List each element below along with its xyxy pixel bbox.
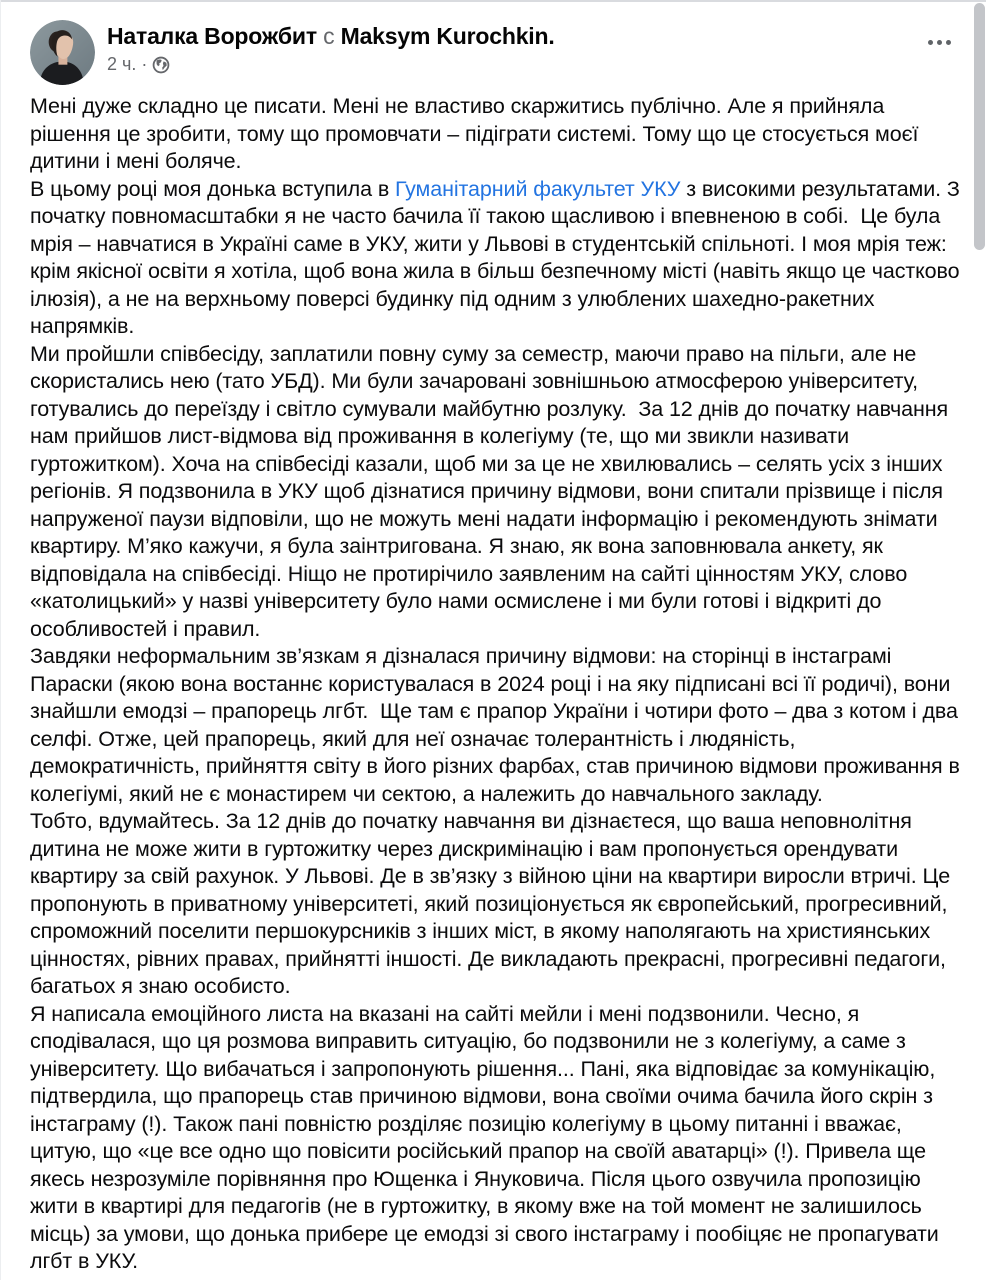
more-dot — [946, 40, 951, 45]
post-paragraph — [30, 93, 960, 176]
more-options-button[interactable] — [922, 34, 957, 51]
co-author-name[interactable]: Maksym Kurochkin — [340, 23, 549, 49]
post-author-line — [107, 22, 555, 50]
post-text: Мені дуже складно це писати. Мені не властиво скаржитись публічно. Але я прийняла рішення це зробити, тому що промовчати – підіграти системі. Тому що це стосується моєї дитини і мені боляче. — [30, 94, 925, 173]
name-suffix: . — [548, 23, 555, 49]
post-text: Завдяки неформальним зв’язкам я дізналася причину відмови: на сторінці в інстаграмі Параски (якою вона востаннє користувалася в 2024 році і на яку підписані всі її родичі), вони знайшли емодзі – прапорець лгбт. Ще там є прапор України і чотири фото – два з котом і два селфі. Отже, цей прапорець, який для неї означає толерантність і людяність, демократичність, прийняття світу в його різних фарбах, став причиною відмови проживання в колегіумі, який не є монастирем чи сектою, а належить до навчального закладу. — [30, 644, 966, 806]
uku-faculty-link[interactable]: Гуманітарний факультет УКУ — [395, 176, 681, 201]
more-dot — [928, 40, 933, 45]
author-name[interactable]: Наталка Ворожбит — [107, 23, 317, 49]
timestamp[interactable]: 2 ч. — [107, 54, 137, 74]
profile-photo-icon — [30, 20, 95, 85]
post-text: В цьому році моя донька вступила в — [30, 176, 396, 201]
post-paragraph — [30, 176, 966, 341]
avatar[interactable] — [30, 20, 95, 85]
card-left-border — [0, 0, 1, 1280]
globe-icon — [152, 56, 170, 74]
with-connector: с — [316, 23, 341, 49]
dot-separator: · — [141, 54, 148, 74]
post-paragraph — [30, 643, 966, 808]
more-dot — [937, 40, 942, 45]
post-meta-line — [107, 54, 555, 75]
post-body — [30, 93, 966, 1276]
post-paragraph — [30, 1001, 960, 1276]
header-text — [107, 20, 555, 75]
post-text: Ми пройшли співбесіду, заплатили повну суму за семестр, маючи право на пільги, але не скористались нею (тато УБД). Ми були зачаровані зовнішньою атмосферою університету, готувались до переїзду і світло сумували майбутню розлуку. За 12 днів до початку навчання нам прийшов лист-відмова від проживання в колегіуму (те, що ми звикли називати гуртожитком). Хоча на співбесіді казали, щоб ми за це не хвилювались – селять усіх з інших регіонів. Я подзвонила в УКУ щоб дізнатися причину відмови, вони спитали прізвище і після напруженої паузи відповіли, що не можуть мені надати інформацію і рекомендують знімати квартиру. М’яко кажучи, я була заінтригована. Я знаю, як вона заповнювала анкету, як відповідала на співбесіді. Ніщо не протирічило заявленим на сайті цінностям УКУ, слово «католицький» у назві університету було нами осмислене і ми були готові і відкриті до особливостей і правил. — [30, 341, 954, 641]
post-text: з високими результатами. З початку повномасштабки я не часто бачила її такою щасливою і впевненою в собі. Це була мрія – навчатися в Україні саме в УКУ, жити у Львові в студентській спільноті. І моя мрія теж: крім якісної освіти я хотіла, щоб вона жила в більш безпечному місті (навіть якщо це частково ілюзія), а не на верхньому поверсі будинку під одним з улюблених шахедно-ракетних напрямків. — [30, 176, 966, 338]
post-header — [0, 0, 986, 85]
post-paragraph — [30, 808, 960, 1001]
post-text: Тобто, вдумайтесь. За 12 днів до початку навчання ви дізнаєтеся, що ваша неповнолітня дитина не може жити в гуртожитку через дискримінацію і вам пропонується орендувати квартиру за свій рахунок. У Львові. Де в зв’язку з війною ціни на квартири виросли втричі. Це пропонують в приватному університеті, який позиціонується як європейський, прогресивний, спроможний поселити першокурсників з інших міст, в якому наполягають на християнських цінностях, рівних правах, прийнятті іншості. Де викладають прекрасні, прогресивні педагоги, багатьох я знаю особисто. — [30, 809, 956, 998]
post-paragraph — [30, 341, 960, 644]
post-text: Я написала емоційного листа на вказані на сайті мейли і мені подзвонили. Чесно, я сподівалася, що ця розмова виправить ситуацію, бо подзвонили не з колегіуму, а саме з університету. Що вибачаться і запропонують рішення... Пані, яка відповідає за комунікацію, підтвердила, що прапорець став причиною відмови, вона своїми очима бачила його скрін з інстаграму (!). Також пані повністю розділяє позицію колегіуму в цьому питанні і вважає, цитую, що «це все одно що повісити російський прапор на своїй аватарці» (!). Привела ще якесь незрозуміле порівняння про Ющенка і Януковича. Після цього озвучила пропозицію жити в квартирі для педагогів (не в гуртожитку, в якому вже на той момент не залишилось місць) за умови, що донька прибере це емодзі зі свого інстаграму і пообіцяє не пропагувати лгбт в УКУ. — [30, 1001, 945, 1273]
